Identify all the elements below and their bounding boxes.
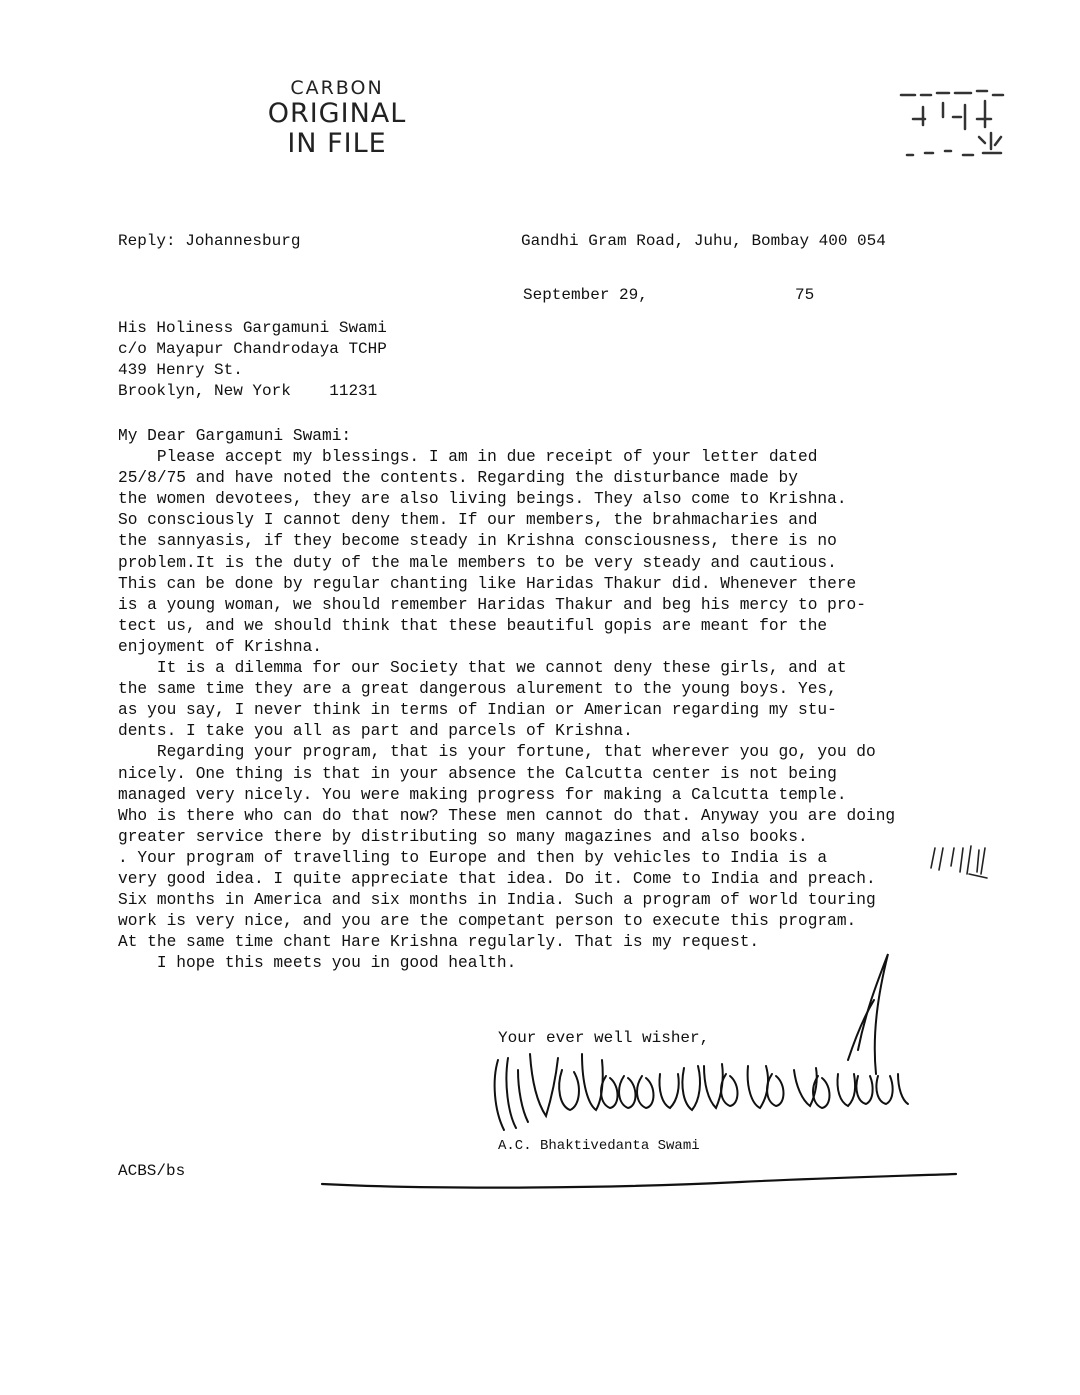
- letter-date: September 29,: [523, 286, 648, 304]
- body-line: This can be done by regular chanting like Haridas Thakur did. Whenever there: [118, 574, 857, 593]
- body-line: dents. I take you all as part and parcels of Krishna.: [118, 722, 633, 741]
- letter-year: 75: [795, 286, 815, 304]
- recipient-line: 439 Henry St.: [118, 361, 243, 379]
- body-line: the same time they are a great dangerous alurement to the young boys. Yes,: [118, 680, 837, 699]
- body-line: the sannyasis, if they become steady in Krishna consciousness, there is no: [118, 532, 837, 551]
- body-line: So consciously I cannot deny them. If our members, the brahmacharies and: [118, 511, 818, 530]
- recipient-line: Brooklyn, New York 11231: [118, 382, 378, 400]
- recipient-line: His Holiness Gargamuni Swami: [118, 319, 387, 337]
- stamp-line-in-file: IN FILE: [287, 127, 387, 159]
- body-line: as you say, I never think in terms of Indian or American regarding my stu-: [118, 701, 837, 720]
- typist-initials: ACBS/bs: [118, 1162, 186, 1180]
- body-line: At the same time chant Hare Krishna regularly. That is my request.: [118, 933, 760, 952]
- body-line: the women devotees, they are also living beings. They also come to Krishna.: [118, 490, 847, 509]
- body-line: nicely. One thing is that in your absence the Calcutta center is not being: [118, 764, 837, 783]
- signature-underline-stroke: [320, 1160, 960, 1200]
- recipient-line: c/o Mayapur Chandrodaya TCHP: [118, 340, 387, 358]
- body-line: Who is there who can do that now? These men cannot do that. Anyway you are doing: [118, 806, 896, 825]
- sender-address: Gandhi Gram Road, Juhu, Bombay 400 054: [521, 232, 886, 250]
- faded-stamp-mark: [893, 85, 1013, 165]
- letter-body: [118, 426, 968, 974]
- body-line: managed very nicely. You were making progress for making a Calcutta temple.: [118, 785, 847, 804]
- body-line: Six months in America and six months in India. Such a program of world touring: [118, 891, 876, 910]
- body-line: is a young woman, we should remember Haridas Thakur and beg his mercy to pro-: [118, 595, 866, 614]
- body-line: Regarding your program, that is your fortune, that wherever you go, you do: [118, 743, 876, 762]
- body-line: work is very nice, and you are the competant person to execute this program.: [118, 912, 857, 931]
- body-line: enjoyment of Krishna.: [118, 637, 322, 656]
- stamp-line-carbon: CARBON: [290, 77, 384, 99]
- body-line: 25/8/75 and have noted the contents. Regarding the disturbance made by: [118, 469, 798, 488]
- body-line: I hope this meets you in good health.: [118, 954, 517, 973]
- closing-salutation: Your ever well wisher,: [498, 1029, 710, 1047]
- recipient-address-block: [118, 318, 387, 402]
- body-line: . Your program of travelling to Europe and then by vehicles to India is a: [118, 848, 828, 867]
- body-line: greater service there by distributing so many magazines and also books.: [118, 827, 808, 846]
- reply-to-line: Reply: Johannesburg: [118, 232, 301, 250]
- body-line: Please accept my blessings. I am in due receipt of your letter dated: [118, 448, 818, 467]
- margin-handwriting-mark: [925, 838, 995, 883]
- signer-name: A.C. Bhaktivedanta Swami: [498, 1138, 700, 1154]
- salutation: My Dear Gargamuni Swami:: [118, 427, 352, 445]
- stamp-line-original: ORIGINAL: [267, 97, 407, 129]
- handwritten-signature: [478, 950, 958, 1150]
- body-line: It is a dilemma for our Society that we cannot deny these girls, and at: [118, 659, 847, 678]
- body-line: tect us, and we should think that these beautiful gopis are meant for the: [118, 616, 828, 635]
- body-line: problem.It is the duty of the male members to be very steady and cautious.: [118, 553, 837, 572]
- carbon-original-stamp: [262, 78, 412, 158]
- body-line: very good idea. I quite appreciate that idea. Do it. Come to India and preach.: [118, 869, 876, 888]
